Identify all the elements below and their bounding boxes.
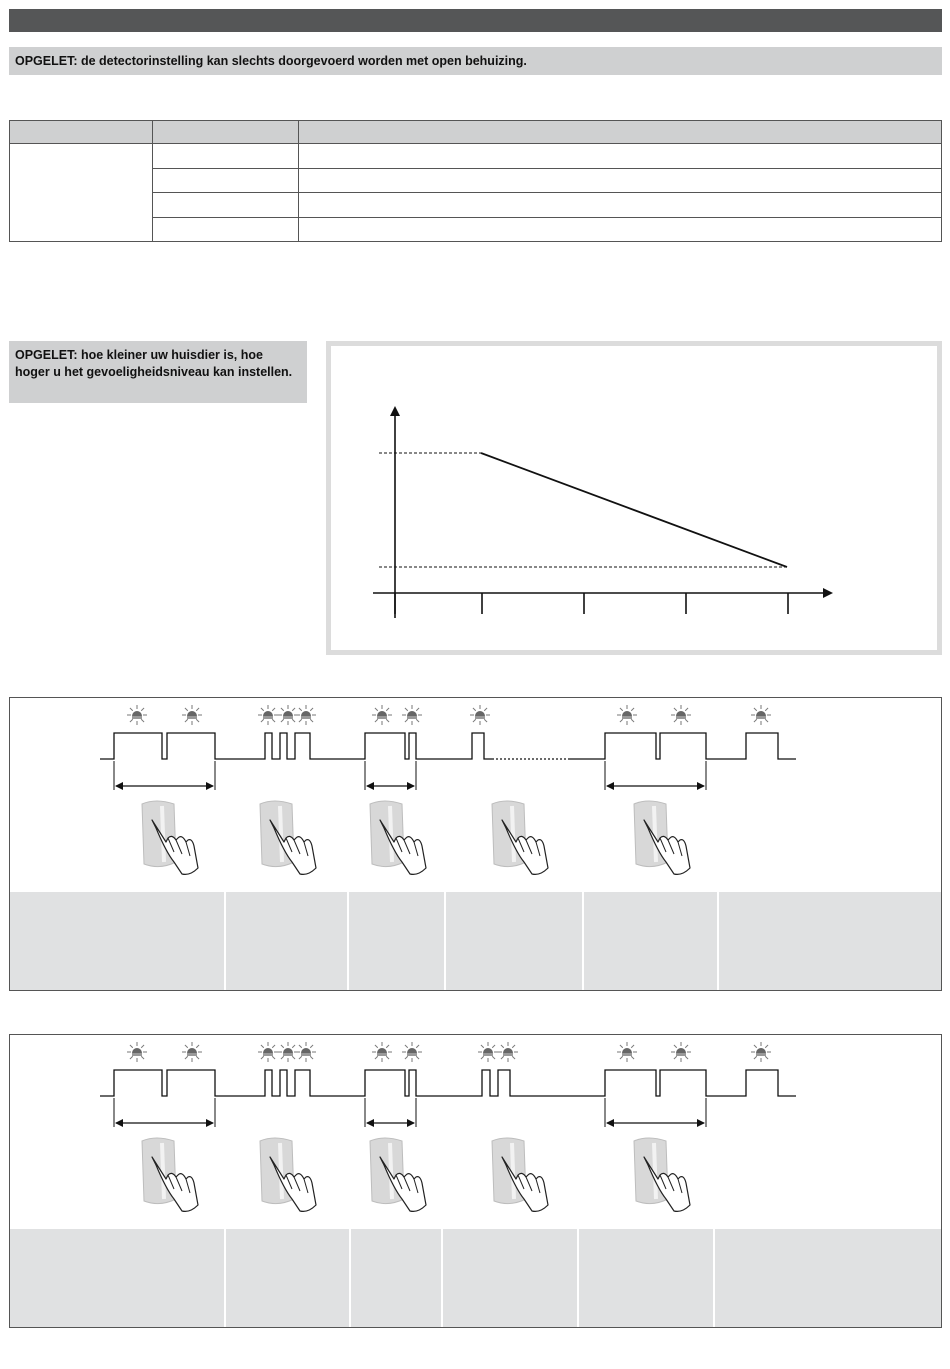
- led-blink-icon: [372, 1042, 392, 1062]
- led-blink-icon: [617, 1042, 637, 1062]
- pulse-train: [100, 1070, 796, 1096]
- settings-table: [9, 120, 942, 242]
- caption-row: [10, 892, 941, 990]
- table-cell: [153, 168, 299, 193]
- caption-cell: [226, 1229, 351, 1327]
- caption-cell: [446, 892, 584, 990]
- hand-press-detector-icon: [622, 798, 694, 876]
- x-ticks: [395, 593, 788, 614]
- pulse-train: [100, 733, 492, 759]
- led-blink-icon: [372, 705, 392, 725]
- table-cell: [153, 217, 299, 242]
- section-header-bar: [9, 9, 942, 32]
- caption-cell: [719, 892, 941, 990]
- warning-text: hoe kleiner uw huisdier is, hoe hoger u het gevoeligheidsniveau kan instellen.: [15, 348, 293, 379]
- led-blink-icon: [671, 1042, 691, 1062]
- warning-pet-size: [9, 341, 307, 403]
- led-blink-icon: [751, 1042, 771, 1062]
- sensitivity-graph: [326, 341, 942, 655]
- led-blink-icon: [402, 705, 422, 725]
- caption-cell: [349, 892, 446, 990]
- sensitivity-graph-svg: [331, 346, 937, 650]
- caption-cell: [443, 1229, 579, 1327]
- caption-cell: [584, 892, 719, 990]
- led-blink-icon: [296, 705, 316, 725]
- table-cell: [153, 193, 299, 218]
- warning-label: OPGELET:: [15, 348, 78, 362]
- led-blink-icon: [478, 1042, 498, 1062]
- led-blink-icon: [402, 1042, 422, 1062]
- hand-press-detector-icon: [358, 798, 430, 876]
- led-sequence-panel-2: [9, 1034, 942, 1328]
- hand-press-detector-icon: [358, 1135, 430, 1213]
- hand-press-detector-icon: [622, 1135, 694, 1213]
- warning-label: OPGELET:: [15, 54, 78, 68]
- led-row: [127, 705, 771, 725]
- led-blink-icon: [470, 705, 490, 725]
- hand-press-detector-icon: [480, 798, 552, 876]
- caption-cell: [351, 1229, 443, 1327]
- table-header-cell: [10, 121, 153, 144]
- led-blink-icon: [751, 705, 771, 725]
- led-blink-icon: [617, 705, 637, 725]
- led-blink-icon: [127, 705, 147, 725]
- led-blink-icon: [127, 1042, 147, 1062]
- led-blink-icon: [278, 1042, 298, 1062]
- table-header-cell: [153, 121, 299, 144]
- table-header-cell: [299, 121, 942, 144]
- hand-press-detector-icon: [130, 798, 202, 876]
- table-cell: [153, 144, 299, 169]
- hand-press-detector-icon: [130, 1135, 202, 1213]
- led-blink-icon: [296, 1042, 316, 1062]
- warning-open-housing: [9, 47, 942, 75]
- caption-cell: [579, 1229, 715, 1327]
- hand-press-detector-icon: [248, 798, 320, 876]
- table-cell: [299, 193, 942, 218]
- led-blink-icon: [258, 705, 278, 725]
- hand-press-detector-icon: [248, 1135, 320, 1213]
- table-cell: [299, 144, 942, 169]
- table-row: [10, 144, 942, 169]
- led-blink-icon: [278, 705, 298, 725]
- led-sequence-panel-1: [9, 697, 942, 991]
- table-header-row: [10, 121, 942, 144]
- caption-cell: [10, 892, 226, 990]
- led-blink-icon: [182, 1042, 202, 1062]
- led-blink-icon: [671, 705, 691, 725]
- caption-cell: [715, 1229, 941, 1327]
- led-blink-icon: [258, 1042, 278, 1062]
- led-blink-icon: [182, 705, 202, 725]
- hand-press-detector-icon: [480, 1135, 552, 1213]
- led-blink-icon: [498, 1042, 518, 1062]
- caption-cell: [10, 1229, 226, 1327]
- table-cell: [299, 217, 942, 242]
- sensitivity-curve: [481, 453, 787, 567]
- caption-row: [10, 1229, 941, 1327]
- led-row: [127, 1042, 771, 1062]
- warning-text: de detectorinstelling kan slechts doorgevoerd worden met open behuizing.: [77, 54, 527, 68]
- caption-cell: [226, 892, 349, 990]
- table-cell: [299, 168, 942, 193]
- pulse-train: [568, 733, 796, 759]
- table-group-cell: [10, 144, 153, 242]
